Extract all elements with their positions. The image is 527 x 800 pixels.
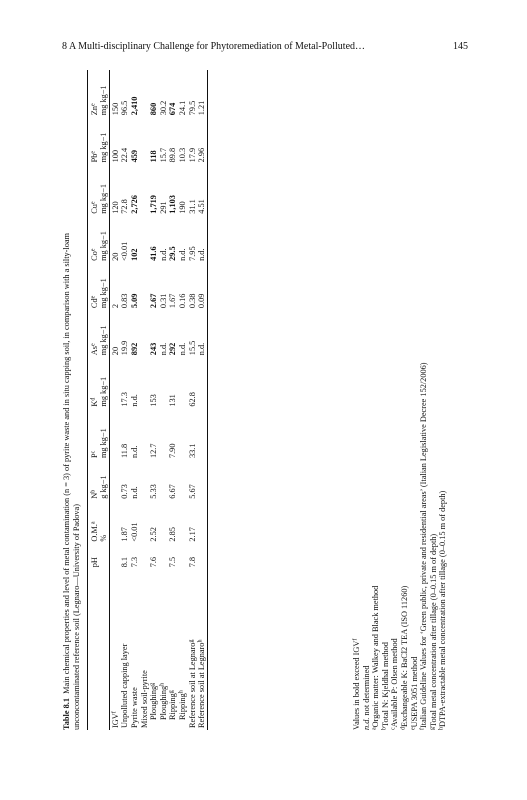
table-cell: 19.9 [120,340,130,356]
table-cell: 4.51 [197,164,208,215]
footnote-marker: h [438,727,445,730]
table-cell: 5.67 [187,484,197,499]
table-cell: 459 [129,149,139,163]
table-cell: 131 [168,394,178,407]
unit-cell: mg kg−1 [99,70,110,117]
column-header [88,70,99,117]
table-cell: 89.8 [168,147,178,163]
footnote-text: Total N: Kjeldhal method [380,642,390,727]
table-cell [197,357,208,408]
table-cell: 31.1 [187,199,197,214]
table-cell: 33.1 [187,443,197,459]
footnote-text: USEPA 3051 method [409,656,419,728]
table-cell [158,460,168,501]
table-cell: 892 [129,342,139,356]
rotated-table-block [62,70,462,730]
table-cell: 62.8 [187,392,197,407]
table-cell: 150 [110,102,120,116]
bold-note: Values in bold exceed IGV [352,640,361,730]
nd-abbr: n.d. [361,717,371,730]
footnote [410,70,420,730]
caption-line-2: unconcontaminated reference soil (Legnaro—University of Padova) [71,503,81,730]
row-label [120,569,130,730]
row-label-sup: g [149,682,156,686]
footnote-text: Italian Guideline Values for ‘Green public, private and residential areas’ (Italian Legislative Decree 152/2006) [419,362,429,728]
row-label-text: IGV [110,713,120,728]
row-label [158,569,168,730]
column-name: Cu [89,204,99,214]
table-cell: 5.09 [129,293,139,309]
column-sup: e [90,150,97,154]
table-cell: <0.01 [129,522,139,542]
table-cell: 153 [149,394,159,407]
footnote-list [371,70,448,730]
column-name: O.M. [89,524,99,542]
row-label [139,569,149,730]
table-cell: 79.5 [187,100,197,116]
table-row [168,70,178,730]
column-header [88,460,99,501]
table-cell: 0.09 [197,263,208,310]
column-header [88,501,99,544]
table-cell [177,357,187,408]
row-label [168,569,178,730]
footnote [429,70,439,730]
table-cell [139,263,149,310]
table-cell: n.d. [129,445,139,459]
footnote-marker: c [390,727,397,730]
table-row [120,70,130,730]
footnote-text: DTPA-extractable metal concentration after tillage (0–0.15 m of depth) [438,490,448,727]
table-cell: 2.17 [187,527,197,542]
table-cell: 5.33 [149,484,159,499]
row-label-text: Pyrite waste [129,687,139,728]
table-cell: 0.38 [187,293,197,309]
table-cell: 6.67 [168,484,178,499]
table-cell: 100 [110,149,120,163]
table-cell: 7.8 [187,556,197,568]
table-cell [139,70,149,117]
table-cell: 2.85 [168,527,178,542]
column-sup: a [90,521,97,525]
table-row [158,70,168,730]
table-row [129,70,139,730]
table-cell: 292 [168,342,178,356]
footnote-text: Exchangeable K: BaCl2 TEA (ISO 11260) [399,585,409,727]
table-cell: 860 [149,102,159,116]
footnote [438,70,448,730]
table-caption [62,70,81,730]
row-label-text: Mixed soil-pyrite [139,670,149,728]
row-label-text: Ripping [168,693,178,720]
column-name: N [89,492,99,499]
table-cell [110,544,120,570]
row-label [129,569,139,730]
table-cell [110,409,120,460]
row-label [177,569,187,730]
table-cell: 12.7 [149,443,159,459]
table-cell: 15.5 [187,340,197,356]
table-cell: 2,410 [129,96,139,116]
column-header [88,263,99,310]
table-cell [177,501,187,544]
table-cell: 2.96 [197,117,208,164]
table-cell: 30.2 [158,100,168,116]
table-cell [110,460,120,501]
row-label-sup: h [197,639,204,643]
column-header [88,310,99,357]
table-cell [139,544,149,570]
column-header [88,117,99,164]
column-name: K [89,400,99,407]
unit-cell: mg kg−1 [99,164,110,215]
table-cell [139,357,149,408]
column-name: Cd [89,298,99,309]
column-header [88,409,99,460]
footnote-marker: d [400,727,407,730]
table-row [177,70,187,730]
table-cell: 120 [110,201,120,214]
table-cell [110,501,120,544]
column-name: As [89,345,99,356]
table-cell: 15.7 [158,147,168,163]
table-cell: 22.4 [120,147,130,163]
table-cell: n.d. [177,248,187,261]
unit-cell: mg kg−1 [99,310,110,357]
table-cell: 29.5 [168,246,178,261]
footnote-marker: g [429,727,436,730]
column-header [88,164,99,215]
table-cell: 1.21 [197,70,208,117]
table-cell [139,164,149,215]
footnote [381,70,391,730]
column-name: Co [89,251,99,261]
table-cell: 0.16 [177,293,187,309]
footnote-text: Total metal concentration after tillage (0–0.15 m of depth) [428,533,438,727]
table-cell: 1.87 [120,527,130,542]
table-cell: 10.3 [177,147,187,163]
table-cell: 1.67 [168,293,178,309]
table-cell: n.d. [158,248,168,261]
footnote-marker: b [381,727,388,730]
row-label-text: Reference soil at Legnaro [197,642,207,728]
row-label [110,569,120,730]
table-cell: 0.31 [158,293,168,309]
table-cell: 7.5 [168,556,178,568]
table-cell: 2,726 [129,195,139,214]
table-cell [197,501,208,544]
table-cell [139,409,149,460]
table-cell: 2 [110,303,120,309]
column-name: P [89,453,99,459]
unit-cell: g kg−1 [99,460,110,501]
table-cell: 7.6 [149,556,159,568]
column-sup: c [90,450,97,454]
table-cell [177,460,187,501]
table-cell: n.d. [197,216,208,263]
table-cell: 2.52 [149,527,159,542]
column-name: Zn [89,106,99,116]
table-cell [158,544,168,570]
unit-cell: mg kg−1 [99,409,110,460]
table-cell: n.d. [197,310,208,357]
table-cell [197,409,208,460]
table-cell: 7.3 [129,556,139,568]
table-cell: 24.1 [177,100,187,116]
row-label [187,569,197,730]
table-cell [158,409,168,460]
unit-cell: mg kg−1 [99,357,110,408]
unit-cell: mg kg−1 [99,216,110,263]
table-cell: 96.5 [120,100,130,116]
column-name: Pb [89,153,99,163]
unit-cell [99,569,110,730]
table-row [110,70,120,730]
footnote-text: Available P: Olsen method [390,638,400,728]
data-table [87,70,208,730]
row-label-text: Reference soil at Legnaro [187,642,197,728]
table-notes [352,70,448,730]
row-label-text: Ripping [177,693,187,720]
table-cell: 1,103 [168,195,178,214]
bold-note-sup: f [352,638,359,641]
footnote-text: Organic matter: Walkey and Black method [371,585,381,728]
column-sup: b [90,489,97,493]
table-row [149,70,159,730]
table-cell: 17.3 [120,392,130,407]
table-label: Table 8.1 [62,698,71,730]
header-row [88,70,99,730]
table-cell: 72.8 [120,199,130,214]
table-cell: <0.01 [120,241,130,261]
column-header [88,357,99,408]
table-cell: n.d. [177,342,187,356]
table-cell: 102 [129,248,139,261]
table-cell: 243 [149,342,159,356]
table-row [139,70,149,730]
table-cell [197,460,208,501]
unit-cell: mg kg−1 [99,263,110,310]
table-cell: 7.90 [168,443,178,459]
unit-cell [99,544,110,570]
table-cell: 0.73 [120,484,130,499]
table-row [197,70,208,730]
row-label-text: Ploughing [149,685,159,720]
column-sup: e [90,248,97,252]
footnote-marker: a [371,727,378,730]
table-cell: 17.9 [187,147,197,163]
table-cell [139,460,149,501]
caption-line-1: Main chemical properties and level of metal contamination (n = 3) of pyrite waste and in situ capping soil, in comparison with a silty-loam [62,232,71,694]
table-cell: 1,719 [149,195,159,214]
footnote [390,70,400,730]
table-cell: 41.6 [149,246,159,261]
table-cell: 190 [177,201,187,214]
footnote [419,70,429,730]
unit-cell: % [99,501,110,544]
row-label-sup: h [178,690,185,694]
table-cell: n.d. [158,342,168,356]
table-cell [158,501,168,544]
column-header [88,216,99,263]
table-cell: 118 [149,150,159,163]
column-sup: e [90,201,97,205]
footnote-marker: e [410,727,417,730]
column-sup: e [90,103,97,106]
table-row [187,70,197,730]
table-cell [139,310,149,357]
table-cell [197,544,208,570]
column-sup: d [90,397,97,401]
column-header [88,544,99,570]
table-cell: 11.8 [120,443,130,459]
table-cell: 8.1 [120,556,130,568]
table-cell [158,357,168,408]
footnote-marker: f [419,728,426,730]
table-cell: 291 [158,201,168,214]
table-cell [139,501,149,544]
row-label-sup: f [111,711,118,714]
row-label-text: Ploughing [158,685,168,720]
table-cell: 7.95 [187,246,197,261]
table-cell: n.d. [129,394,139,407]
footnote [371,70,381,730]
row-label-text: Unpolluted capping layer [120,643,130,728]
table-cell [139,117,149,164]
table-cell [139,216,149,263]
units-row [99,70,110,730]
row-label [149,569,159,730]
column-sup: e [90,295,97,299]
row-label-sup: g [188,639,195,643]
table-cell: 20 [110,252,120,261]
column-header [88,569,99,730]
table-cell: 674 [168,102,178,116]
running-title: 8 A Multi-disciplinary Challenge for Phytoremediation of Metal-Polluted… [62,41,366,52]
table-cell [177,409,187,460]
row-label-sup: h [159,682,166,686]
page-number: 145 [453,41,468,52]
footnote [400,70,410,730]
table-cell: n.d. [129,486,139,499]
column-sup: e [90,343,97,346]
table-cell [177,544,187,570]
table-cell: 2.67 [149,293,159,309]
table-cell: 20 [110,346,120,356]
running-header [62,40,468,54]
column-name: pH [89,557,99,568]
row-label [197,569,208,730]
table-cell [110,357,120,408]
table-cell: 0.83 [120,293,130,309]
unit-cell: mg kg−1 [99,117,110,164]
row-label-sup: g [168,690,175,694]
nd-text: not determined [361,665,371,718]
